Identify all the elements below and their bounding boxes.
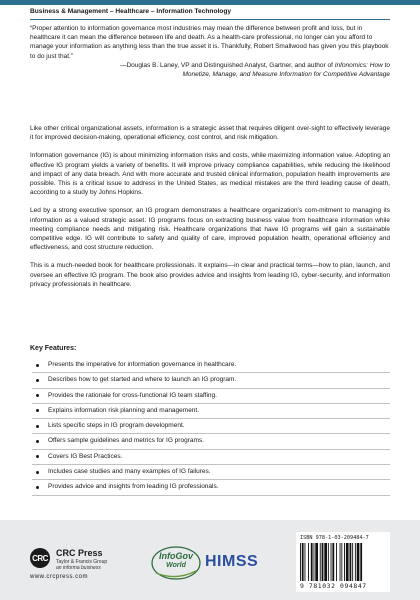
key-features-heading: Key Features: xyxy=(30,345,77,352)
infogov-world-logo xyxy=(150,543,202,583)
isbn-label: ISBN 978-1-03-209484-7 xyxy=(300,535,369,541)
list-item-text: Provides the rationale for cross-functional IG team staffing. xyxy=(48,391,217,399)
bullet-icon xyxy=(36,455,39,458)
list-item xyxy=(32,419,390,434)
key-features-list xyxy=(32,358,390,496)
attribution-name: —Douglas B. Laney, VP and Distinguished Analyst, Gartner, and author of xyxy=(119,61,333,69)
bullet-icon xyxy=(36,394,39,397)
isbn-barcode xyxy=(296,532,390,592)
attribution-book-title-2: Monetize, Manage, and Measure Information for Competitive Advantage xyxy=(182,71,390,79)
attribution-book-title-1: Infonomics: How to xyxy=(334,61,390,69)
endorsement-quote xyxy=(30,24,390,79)
quote-text: “Proper attention to information governance most industries may mean the difference between profit and loss, but in healthcare it can mean the difference between life and death. As a health-care professional, no longer can you afford to manage your information as anything less than the true asset it is. Thankfully, Robert Smallwood has given you this playbook to do just that.” xyxy=(30,25,389,60)
description-body xyxy=(30,124,390,298)
bullet-icon xyxy=(36,471,39,474)
list-item-text: Covers IG Best Practices. xyxy=(48,452,123,460)
list-item-text: Lists specific steps in IG program development. xyxy=(48,422,185,430)
category-header: Business & Management – Healthcare – Information Technology xyxy=(30,8,390,20)
list-item-text: Presents the imperative for information governance in healthcare. xyxy=(48,361,237,368)
crc-press-logo xyxy=(30,548,140,588)
list-item xyxy=(32,373,390,388)
list-item xyxy=(32,480,390,495)
bullet-icon xyxy=(36,425,39,428)
list-item-text: Provides advice and insights from leading IG professionals. xyxy=(48,483,219,491)
crc-press-name: CRC Press xyxy=(56,548,103,558)
bullet-icon xyxy=(36,379,39,382)
bullet-icon xyxy=(36,440,39,443)
crc-circle-icon: CRC xyxy=(30,548,50,568)
infogov-wordmark: InfoGov xyxy=(159,551,193,561)
infogov-subword: World xyxy=(166,562,186,569)
bullet-icon xyxy=(36,486,39,489)
list-item xyxy=(32,434,390,449)
list-item xyxy=(32,450,390,465)
list-item xyxy=(32,389,390,404)
top-accent-bar xyxy=(0,0,420,5)
publisher-url[interactable]: www.crcpress.com xyxy=(30,574,89,580)
list-item xyxy=(32,358,390,373)
bullet-icon xyxy=(36,364,39,367)
himss-logo: HIMSS xyxy=(205,553,259,570)
bullet-icon xyxy=(36,409,39,412)
list-item-text: Includes case studies and many examples of IG failures. xyxy=(48,468,211,476)
paragraph: Like other critical organizational assets, information is a strategic asset that requires diligent over-sight to effectively leverage it for improved decision-making, operational efficiency, cost control, and risk mitigation. xyxy=(30,125,390,142)
list-item xyxy=(32,465,390,480)
crc-group: Taylor & Francis Group xyxy=(56,559,108,565)
paragraph: Led by a strong executive sponsor, an IG program demonstrates a healthcare organization’s com-mitment to managing its information as a valued strategic asset. IG programs focus on extracting business value from healthcare information while meeting compliance needs and mitigating risk. Healthcare organizations that have IG programs will gain a sustainable competitive edge. IG will contribute to safety and quality of care, improved population health, operational efficiency and effectiveness, and cost structure reduction. xyxy=(30,207,390,252)
isbn-digits: 9 781032 094847 xyxy=(300,582,367,590)
crc-business: an informa business xyxy=(56,565,101,571)
list-item-text: Describes how to get started and where to launch an IG program. xyxy=(48,376,237,384)
paragraph: Information governance (IG) is about minimizing information risks and costs, while maximizing information value. Adopting an effective IG program yields a variety of benefits. It will improve privacy compliance capabilities, while reducing the likelihood and impact of any data breach. And with more accurate and trusted clinical information, population health improvements are possible. This is a critical issue to address in the United States, as medical mistakes are the third leading cause of death, according to a study by Johns Hopkins. xyxy=(30,152,390,197)
quote-attribution xyxy=(30,61,390,79)
list-item xyxy=(32,404,390,419)
barcode-icon xyxy=(300,543,386,581)
paragraph: This is a much-needed book for healthcare professionals. It explains—in clear and practical terms—how to plan, launch, and oversee an effective IG program. The book also provides advice and insights from leading IG, cyber-security, and information privacy professionals in healthcare. xyxy=(30,262,390,288)
list-item-text: Offers sample guidelines and metrics for IG programs. xyxy=(48,437,204,445)
list-item-text: Explains information risk planning and management. xyxy=(48,406,200,414)
